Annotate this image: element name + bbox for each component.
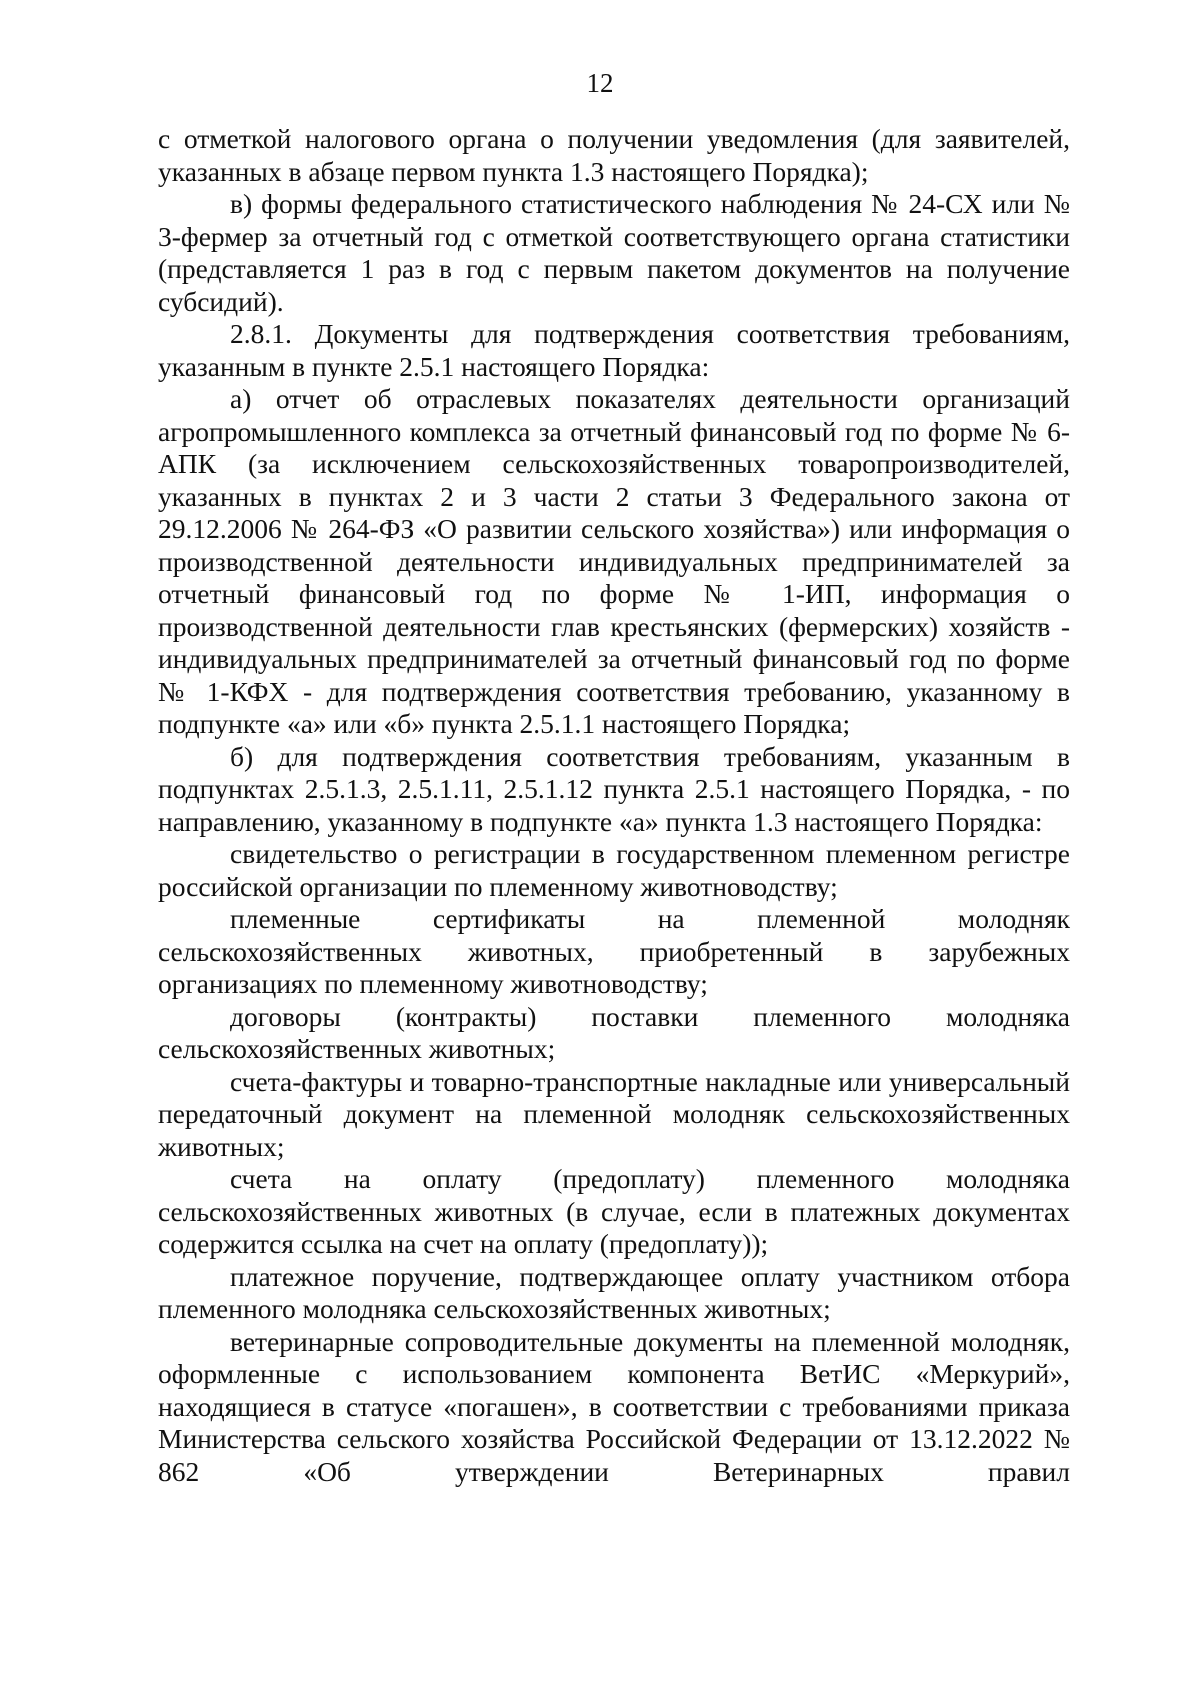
page-number: 12 (586, 68, 614, 98)
document-body (158, 123, 1070, 1488)
paragraph: племенные сертификаты на племенной молодняк сельскохозяйственных животных, приобретенный в зарубежных организациях по племенному животноводству; (158, 903, 1070, 999)
paragraph: счета-фактуры и товарно-транспортные накладные или универсальный передаточный документ на племенной молодняк сельскохозяйственных животных; (158, 1065, 1070, 1162)
paragraph: б) для подтверждения соответствия требованиям, указанным в подпунктах 2.5.1.3, 2.5.1.11, 2.5.1.12 пункта 2.5.1 настоящего Порядка, - по направлению, указанному в подпункте «а» пункта 1.3 настоящего Порядка: (158, 740, 1070, 837)
paragraph: в) формы федерального статистического наблюдения № 24-СХ или № 3-фермер за отчетный год с отметкой соответствующего органа статистики (представляется 1 раз в год с первым пакетом документов на получение субсидий). (158, 188, 1070, 317)
paragraph: а) отчет об отраслевых показателях деятельности организаций агропромышленного комплекса за отчетный финансовый год по форме № 6-АПК (за исключением сельскохозяйственных товаропроизводителей, указанных в пунктах 2 и 3 части 2 статьи 3 Федерального закона от 29.12.2006 № 264-ФЗ «О развитии сельского хозяйства») или информация о производственной деятельности индивидуальных предпринимателей за отчетный финансовый год по форме № 1-ИП, информация о производственной деятельности глав крестьянских (фермерских) хозяйств - индивидуальных предпринимателей за отчетный финансовый год по форме № 1-КФХ - для подтверждения соответствия требованию, указанному в подпункте «а» или «б» пункта 2.5.1.1 настоящего Порядка; (158, 383, 1070, 739)
paragraph: ветеринарные сопроводительные документы на племенной молодняк, оформленные с использованием компонента ВетИС «Меркурий», находящиеся в статусе «погашен», в соответствии с требованиями приказа Министерства сельского хозяйства Российской Федерации от 13.12.2022 № 862 «Об утверждении Ветеринарных правил (158, 1325, 1070, 1487)
paragraph: с отметкой налогового органа о получении уведомления (для заявителей, указанных в абзаце первом пункта 1.3 настоящего Порядка); (158, 123, 1070, 187)
paragraph: свидетельство о регистрации в государственном племенном регистре российской организации по племенному животноводству; (158, 838, 1070, 902)
paragraph: платежное поручение, подтверждающее оплату участником отбора племенного молодняка сельскохозяйственных животных; (158, 1260, 1070, 1324)
paragraph: счета на оплату (предоплату) племенного молодняка сельскохозяйственных животных (в случае, если в платежных документах содержится ссылка на счет на оплату (предоплату)); (158, 1163, 1070, 1259)
paragraph: 2.8.1. Документы для подтверждения соответствия требованиям, указанным в пункте 2.5.1 настоящего Порядка: (158, 318, 1070, 382)
paragraph: договоры (контракты) поставки племенного молодняка сельскохозяйственных животных; (158, 1000, 1070, 1064)
